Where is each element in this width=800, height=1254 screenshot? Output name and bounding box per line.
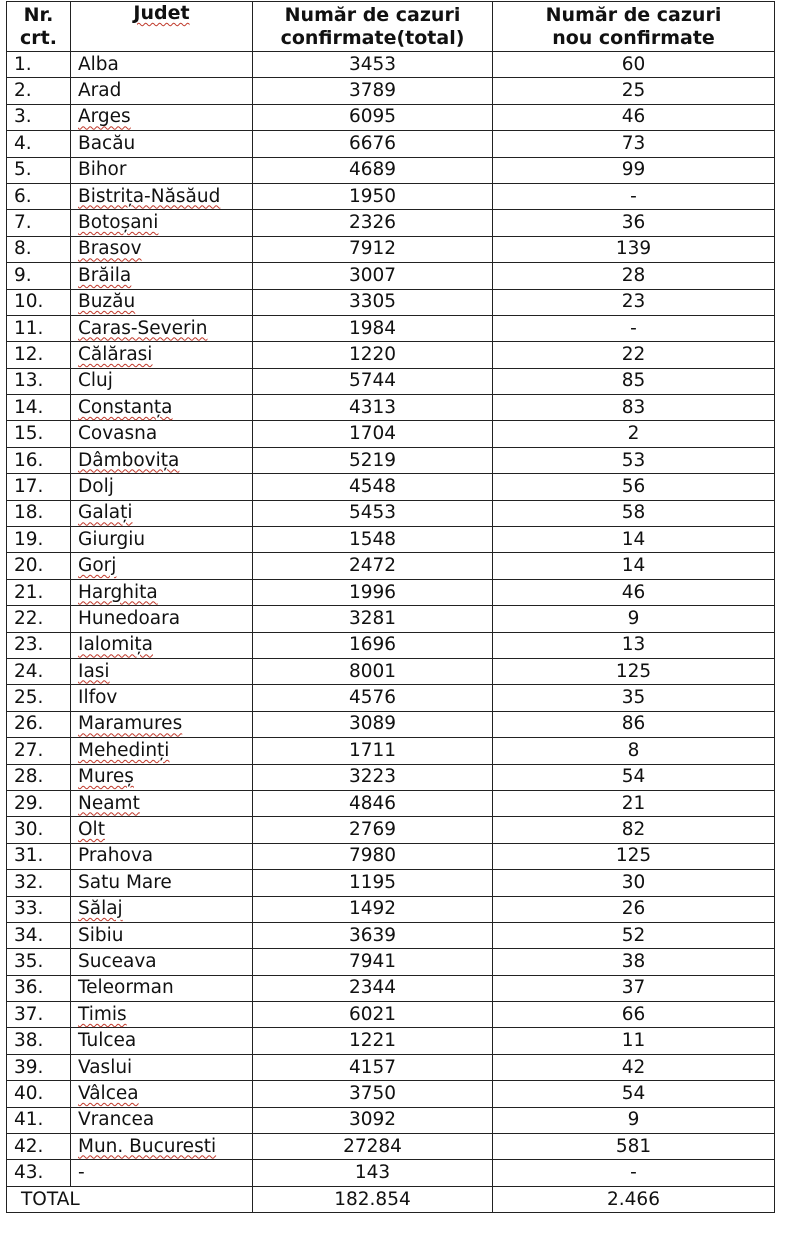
row-number: 15. bbox=[7, 421, 71, 447]
county-name-text: Constanța bbox=[78, 396, 173, 418]
county-name bbox=[71, 500, 253, 526]
table-row bbox=[7, 447, 775, 473]
table-row bbox=[7, 579, 775, 605]
total-cases-cell: 3223 bbox=[253, 764, 493, 790]
table-row bbox=[7, 342, 775, 368]
county-name bbox=[71, 210, 253, 236]
county-name bbox=[71, 711, 253, 737]
row-number: 26. bbox=[7, 711, 71, 737]
county-name-text: Bistrița-Năsăud bbox=[78, 185, 221, 207]
county-name bbox=[71, 632, 253, 658]
new-cases-cell: 99 bbox=[493, 157, 775, 183]
new-cases-cell: 13 bbox=[493, 632, 775, 658]
new-cases-cell: 139 bbox=[493, 236, 775, 262]
row-number: 9. bbox=[7, 263, 71, 289]
county-name: Tulcea bbox=[71, 1028, 253, 1054]
total-cases-cell: 4576 bbox=[253, 685, 493, 711]
table-row bbox=[7, 553, 775, 579]
table-row bbox=[7, 1107, 775, 1133]
new-cases-cell: 46 bbox=[493, 579, 775, 605]
new-cases-cell: - bbox=[493, 1160, 775, 1186]
county-name bbox=[71, 790, 253, 816]
new-cases-cell: 26 bbox=[493, 896, 775, 922]
county-name-text: Brasov bbox=[78, 238, 142, 260]
row-number: 24. bbox=[7, 658, 71, 684]
new-cases-cell: 8 bbox=[493, 738, 775, 764]
table-row bbox=[7, 606, 775, 632]
county-name bbox=[71, 553, 253, 579]
new-cases-cell: 73 bbox=[493, 131, 775, 157]
row-number: 28. bbox=[7, 764, 71, 790]
row-number: 27. bbox=[7, 738, 71, 764]
cases-table bbox=[6, 1, 775, 1213]
total-cases-cell: 27284 bbox=[253, 1134, 493, 1160]
table-row bbox=[7, 922, 775, 948]
table-row bbox=[7, 685, 775, 711]
county-name bbox=[71, 738, 253, 764]
row-number: 30. bbox=[7, 817, 71, 843]
table-row bbox=[7, 131, 775, 157]
row-number: 8. bbox=[7, 236, 71, 262]
table-row bbox=[7, 790, 775, 816]
county-name: Sibiu bbox=[71, 922, 253, 948]
table-row bbox=[7, 1134, 775, 1160]
new-cases-cell: 23 bbox=[493, 289, 775, 315]
total-cases-cell: 6095 bbox=[253, 104, 493, 130]
row-number: 29. bbox=[7, 790, 71, 816]
total-cases-cell: 1548 bbox=[253, 527, 493, 553]
total-cases-cell: 8001 bbox=[253, 658, 493, 684]
new-cases-cell: 21 bbox=[493, 790, 775, 816]
row-number: 14. bbox=[7, 395, 71, 421]
row-number: 18. bbox=[7, 500, 71, 526]
new-cases-cell: 58 bbox=[493, 500, 775, 526]
new-cases-cell: 66 bbox=[493, 1002, 775, 1028]
row-number: 10. bbox=[7, 289, 71, 315]
total-cases-cell: 1696 bbox=[253, 632, 493, 658]
new-cases-cell: 125 bbox=[493, 843, 775, 869]
county-name: Bihor bbox=[71, 157, 253, 183]
new-cases-cell: 46 bbox=[493, 104, 775, 130]
new-cases-cell: 85 bbox=[493, 368, 775, 394]
row-number: 17. bbox=[7, 474, 71, 500]
county-name-text: Buzău bbox=[78, 291, 136, 313]
table-row bbox=[7, 421, 775, 447]
county-name-text: Mun. Bucuresti bbox=[78, 1135, 217, 1157]
new-cases-cell: 125 bbox=[493, 658, 775, 684]
new-cases-cell: - bbox=[493, 183, 775, 209]
table-row bbox=[7, 843, 775, 869]
total-cases-cell: 1221 bbox=[253, 1028, 493, 1054]
new-cases-cell: 25 bbox=[493, 78, 775, 104]
county-name-text: Sălaj bbox=[78, 898, 123, 920]
row-number: 12. bbox=[7, 342, 71, 368]
county-name-text: Ialomița bbox=[78, 634, 154, 656]
county-name: Satu Mare bbox=[71, 870, 253, 896]
row-number: 19. bbox=[7, 527, 71, 553]
total-cases-cell: 2326 bbox=[253, 210, 493, 236]
county-name bbox=[71, 183, 253, 209]
new-cases-cell: 35 bbox=[493, 685, 775, 711]
row-number: 13. bbox=[7, 368, 71, 394]
county-name bbox=[71, 658, 253, 684]
total-cases-cell: 4846 bbox=[253, 790, 493, 816]
table-row bbox=[7, 711, 775, 737]
row-number: 38. bbox=[7, 1028, 71, 1054]
row-number: 20. bbox=[7, 553, 71, 579]
row-number: 43. bbox=[7, 1160, 71, 1186]
county-name-text: Brăila bbox=[78, 264, 132, 286]
row-number: 4. bbox=[7, 131, 71, 157]
county-name-text: Neamt bbox=[78, 792, 140, 814]
total-cases-cell: 7941 bbox=[253, 949, 493, 975]
total-cases-cell: 4157 bbox=[253, 1054, 493, 1080]
row-number: 25. bbox=[7, 685, 71, 711]
table-row bbox=[7, 395, 775, 421]
county-name: - bbox=[71, 1160, 253, 1186]
new-cases-cell: 2 bbox=[493, 421, 775, 447]
county-name-text: Iasi bbox=[78, 660, 110, 682]
table-row bbox=[7, 764, 775, 790]
row-number: 3. bbox=[7, 104, 71, 130]
total-cases-cell: 143 bbox=[253, 1160, 493, 1186]
total-cases-cell: 5453 bbox=[253, 500, 493, 526]
total-cases-cell: 2344 bbox=[253, 975, 493, 1001]
table-row bbox=[7, 236, 775, 262]
header-row bbox=[7, 2, 775, 52]
county-name-text: Arges bbox=[78, 106, 131, 128]
county-name-text: Mehedinți bbox=[78, 739, 170, 761]
total-cases-cell: 6676 bbox=[253, 131, 493, 157]
county-name-text: Botoșani bbox=[78, 212, 159, 234]
new-cases-cell: 82 bbox=[493, 817, 775, 843]
table-row bbox=[7, 157, 775, 183]
row-number: 35. bbox=[7, 949, 71, 975]
county-name bbox=[71, 263, 253, 289]
total-cases-cell: 6021 bbox=[253, 1002, 493, 1028]
header-judet bbox=[71, 2, 253, 52]
new-cases-cell: 14 bbox=[493, 527, 775, 553]
total-cases-cell: 1492 bbox=[253, 896, 493, 922]
table-row bbox=[7, 368, 775, 394]
table-row bbox=[7, 104, 775, 130]
row-number: 41. bbox=[7, 1107, 71, 1133]
row-number: 33. bbox=[7, 896, 71, 922]
new-cases-cell: 53 bbox=[493, 447, 775, 473]
table-row bbox=[7, 1054, 775, 1080]
county-name bbox=[71, 1134, 253, 1160]
county-name-text: Olt bbox=[78, 819, 105, 841]
county-name: Vrancea bbox=[71, 1107, 253, 1133]
total-cases-cell: 3007 bbox=[253, 263, 493, 289]
table-row bbox=[7, 183, 775, 209]
county-name: Covasna bbox=[71, 421, 253, 447]
row-number: 34. bbox=[7, 922, 71, 948]
total-cases-cell: 7980 bbox=[253, 843, 493, 869]
total-cases-cell: 4313 bbox=[253, 395, 493, 421]
new-cases-cell: 83 bbox=[493, 395, 775, 421]
new-cases-cell: 28 bbox=[493, 263, 775, 289]
table-row bbox=[7, 817, 775, 843]
county-name-text: Mureș bbox=[78, 766, 134, 788]
county-name bbox=[71, 764, 253, 790]
new-cases-cell: 56 bbox=[493, 474, 775, 500]
county-name bbox=[71, 896, 253, 922]
county-name bbox=[71, 447, 253, 473]
table-row bbox=[7, 975, 775, 1001]
county-name: Bacău bbox=[71, 131, 253, 157]
county-name bbox=[71, 289, 253, 315]
total-cases-cell: 3789 bbox=[253, 78, 493, 104]
total-cases-cell: 3305 bbox=[253, 289, 493, 315]
total-cases-cell: 1220 bbox=[253, 342, 493, 368]
new-cases-cell: 42 bbox=[493, 1054, 775, 1080]
county-name-text: Harghita bbox=[78, 581, 158, 603]
table-row bbox=[7, 896, 775, 922]
row-number: 7. bbox=[7, 210, 71, 236]
county-name-text: Gorj bbox=[78, 555, 117, 577]
table-row bbox=[7, 527, 775, 553]
total-cases-cell: 3639 bbox=[253, 922, 493, 948]
new-cases-cell: 36 bbox=[493, 210, 775, 236]
table-row bbox=[7, 632, 775, 658]
table-row bbox=[7, 315, 775, 341]
county-name-text: Caras-Severin bbox=[78, 317, 208, 339]
new-cases-cell: 30 bbox=[493, 870, 775, 896]
row-number: 40. bbox=[7, 1081, 71, 1107]
table-row bbox=[7, 1028, 775, 1054]
total-cases-cell: 1704 bbox=[253, 421, 493, 447]
new-cases-cell: 54 bbox=[493, 1081, 775, 1107]
header-nr: Nr. crt. bbox=[7, 2, 71, 52]
county-name: Hunedoara bbox=[71, 606, 253, 632]
county-name-text: Galați bbox=[78, 502, 133, 524]
row-number: 6. bbox=[7, 183, 71, 209]
county-name: Giurgiu bbox=[71, 527, 253, 553]
table-row bbox=[7, 78, 775, 104]
new-cases-cell: 14 bbox=[493, 553, 775, 579]
total-cases-cell: 5744 bbox=[253, 368, 493, 394]
new-cases-cell: 22 bbox=[493, 342, 775, 368]
table-row bbox=[7, 1160, 775, 1186]
county-name bbox=[71, 1002, 253, 1028]
table-row bbox=[7, 658, 775, 684]
row-number: 37. bbox=[7, 1002, 71, 1028]
row-number: 42. bbox=[7, 1134, 71, 1160]
row-number: 1. bbox=[7, 52, 71, 78]
row-number: 21. bbox=[7, 579, 71, 605]
total-cases-cell: 4689 bbox=[253, 157, 493, 183]
header-judet-label: Judet bbox=[133, 2, 190, 24]
row-number: 36. bbox=[7, 975, 71, 1001]
total-cases-cell: 1950 bbox=[253, 183, 493, 209]
table-row bbox=[7, 1081, 775, 1107]
total-cases-cell: 2472 bbox=[253, 553, 493, 579]
total-cases-cell: 3281 bbox=[253, 606, 493, 632]
county-name: Arad bbox=[71, 78, 253, 104]
total-cases-cell: 1195 bbox=[253, 870, 493, 896]
county-name bbox=[71, 104, 253, 130]
row-number: 5. bbox=[7, 157, 71, 183]
table-row bbox=[7, 500, 775, 526]
total-cases-cell: 1984 bbox=[253, 315, 493, 341]
header-total: Număr de cazuri confirmate(total) bbox=[253, 2, 493, 52]
total-cases-cell: 2769 bbox=[253, 817, 493, 843]
total-cases: 182.854 bbox=[253, 1186, 493, 1212]
total-cases-cell: 1711 bbox=[253, 738, 493, 764]
county-name: Ilfov bbox=[71, 685, 253, 711]
total-cases-cell: 3092 bbox=[253, 1107, 493, 1133]
new-cases-cell: 37 bbox=[493, 975, 775, 1001]
county-name: Alba bbox=[71, 52, 253, 78]
new-cases-cell: 86 bbox=[493, 711, 775, 737]
total-cases-cell: 4548 bbox=[253, 474, 493, 500]
new-cases-cell: 52 bbox=[493, 922, 775, 948]
total-new-cases: 2.466 bbox=[493, 1186, 775, 1212]
row-number: 32. bbox=[7, 870, 71, 896]
table-row bbox=[7, 474, 775, 500]
table-row bbox=[7, 738, 775, 764]
county-name-text: Vâlcea bbox=[78, 1082, 139, 1104]
total-cases-cell: 1996 bbox=[253, 579, 493, 605]
total-row bbox=[7, 1186, 775, 1212]
county-name: Cluj bbox=[71, 368, 253, 394]
county-name bbox=[71, 315, 253, 341]
county-name-text: Maramures bbox=[78, 713, 183, 735]
total-cases-cell: 3089 bbox=[253, 711, 493, 737]
table-row bbox=[7, 870, 775, 896]
county-name bbox=[71, 579, 253, 605]
row-number: 11. bbox=[7, 315, 71, 341]
new-cases-cell: 9 bbox=[493, 1107, 775, 1133]
total-cases-cell: 3750 bbox=[253, 1081, 493, 1107]
new-cases-cell: - bbox=[493, 315, 775, 341]
header-new: Număr de cazuri nou confirmate bbox=[493, 2, 775, 52]
table-row bbox=[7, 949, 775, 975]
row-number: 23. bbox=[7, 632, 71, 658]
county-name bbox=[71, 342, 253, 368]
table-row bbox=[7, 289, 775, 315]
county-name-text: Timis bbox=[78, 1003, 127, 1025]
total-cases-cell: 7912 bbox=[253, 236, 493, 262]
new-cases-cell: 60 bbox=[493, 52, 775, 78]
row-number: 39. bbox=[7, 1054, 71, 1080]
table-row bbox=[7, 52, 775, 78]
new-cases-cell: 581 bbox=[493, 1134, 775, 1160]
row-number: 16. bbox=[7, 447, 71, 473]
table-row bbox=[7, 1002, 775, 1028]
row-number: 31. bbox=[7, 843, 71, 869]
county-name: Teleorman bbox=[71, 975, 253, 1001]
county-name: Dolj bbox=[71, 474, 253, 500]
county-name: Suceava bbox=[71, 949, 253, 975]
table-row bbox=[7, 263, 775, 289]
total-cases-cell: 5219 bbox=[253, 447, 493, 473]
row-number: 22. bbox=[7, 606, 71, 632]
county-name-text: Călărasi bbox=[78, 343, 153, 365]
new-cases-cell: 38 bbox=[493, 949, 775, 975]
county-name bbox=[71, 1081, 253, 1107]
county-name bbox=[71, 236, 253, 262]
new-cases-cell: 54 bbox=[493, 764, 775, 790]
table-row bbox=[7, 210, 775, 236]
county-name bbox=[71, 817, 253, 843]
county-name: Prahova bbox=[71, 843, 253, 869]
new-cases-cell: 9 bbox=[493, 606, 775, 632]
total-label: TOTAL bbox=[7, 1186, 253, 1212]
total-cases-cell: 3453 bbox=[253, 52, 493, 78]
row-number: 2. bbox=[7, 78, 71, 104]
county-name-text: Dâmbovița bbox=[78, 449, 180, 471]
new-cases-cell: 11 bbox=[493, 1028, 775, 1054]
county-name: Vaslui bbox=[71, 1054, 253, 1080]
county-name bbox=[71, 395, 253, 421]
